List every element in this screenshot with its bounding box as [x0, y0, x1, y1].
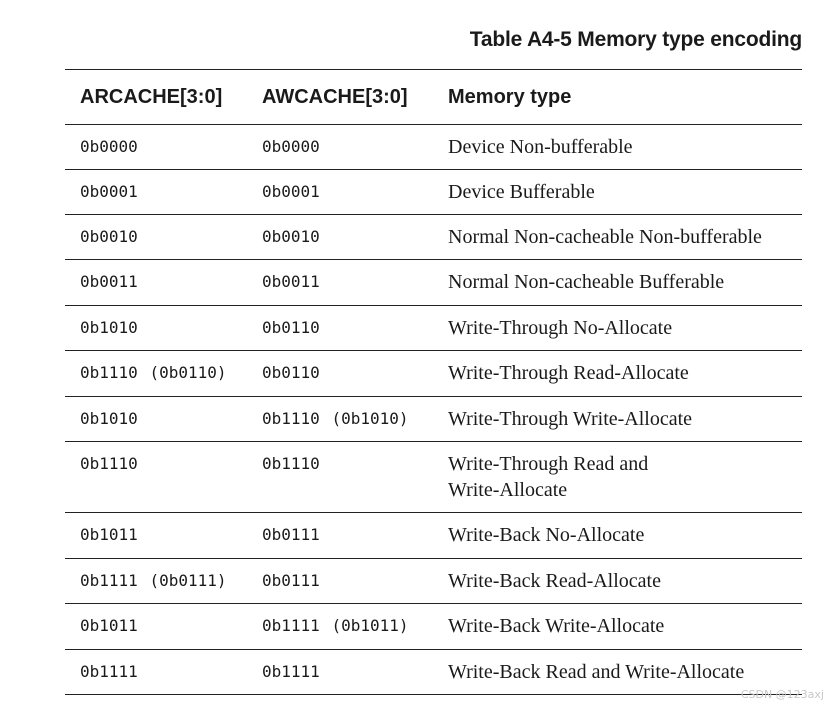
- cell-arcache-value: 0b0001: [80, 182, 138, 201]
- cell-awcache: [247, 397, 433, 442]
- cell-arcache-value: 0b1011: [80, 616, 138, 635]
- cell-awcache: [247, 306, 433, 351]
- cell-awcache-value: 0b0010: [262, 227, 320, 246]
- cell-arcache: [65, 170, 247, 215]
- cell-memory-type: Normal Non-cacheable Non-bufferable: [433, 215, 802, 260]
- cell-awcache: [247, 442, 433, 513]
- cell-awcache-value: 0b1111: [262, 616, 320, 635]
- cell-memory-type: Normal Non-cacheable Bufferable: [433, 260, 802, 306]
- cell-awcache-value: 0b1110: [262, 454, 320, 473]
- header-arcache: ARCACHE[3:0]: [65, 70, 247, 125]
- cell-awcache-alt-value: (0b1010): [331, 409, 409, 428]
- cell-awcache: [247, 513, 433, 559]
- cell-memory-type: Write-Back Write-Allocate: [433, 604, 802, 650]
- cell-memory-type: Write-Through Read and Write-Allocate: [433, 442, 802, 513]
- cell-arcache-value: 0b1011: [80, 525, 138, 544]
- table-row: [65, 170, 802, 215]
- table-row: [65, 351, 802, 397]
- cell-memory-type: Write-Through Read-Allocate: [433, 351, 802, 397]
- table-row: [65, 306, 802, 351]
- header-awcache: AWCACHE[3:0]: [247, 70, 433, 125]
- header-memory-type: Memory type: [433, 70, 802, 125]
- cell-arcache-value: 0b1110: [80, 454, 138, 473]
- cell-awcache-value: 0b1110: [262, 409, 320, 428]
- cell-arcache-value: 0b1111: [80, 571, 138, 590]
- cell-arcache-value: 0b1110: [80, 363, 138, 382]
- table-row: [65, 650, 802, 695]
- table-row: [65, 442, 802, 513]
- cell-arcache-value: 0b1010: [80, 409, 138, 428]
- cell-arcache: [65, 604, 247, 650]
- cell-arcache-value: 0b1010: [80, 318, 138, 337]
- table-caption: Table A4-5 Memory type encoding: [469, 28, 802, 51]
- table-row: [65, 604, 802, 650]
- cell-arcache-value: 0b0011: [80, 272, 138, 291]
- cell-awcache: [247, 215, 433, 260]
- table-header-row: [65, 70, 802, 125]
- table-row: [65, 513, 802, 559]
- cell-arcache: [65, 260, 247, 306]
- cell-arcache: [65, 351, 247, 397]
- cell-arcache-value: 0b0000: [80, 137, 138, 156]
- watermark: CSDN @123axj: [740, 688, 824, 701]
- cell-awcache-value: 0b0011: [262, 272, 320, 291]
- cell-awcache-value: 0b0110: [262, 318, 320, 337]
- table-row: [65, 397, 802, 442]
- cell-memory-type: Write-Back No-Allocate: [433, 513, 802, 559]
- cell-awcache-value: 0b0000: [262, 137, 320, 156]
- cell-arcache-alt-value: (0b0110): [149, 363, 227, 382]
- cell-arcache-value: 0b0010: [80, 227, 138, 246]
- cell-memory-type: Write-Back Read-Allocate: [433, 559, 802, 604]
- cell-awcache-alt-value: (0b1011): [331, 616, 409, 635]
- cell-arcache: [65, 513, 247, 559]
- table-row: [65, 559, 802, 604]
- memory-type-encoding-table: [65, 69, 802, 695]
- cell-arcache-value: 0b1111: [80, 662, 138, 681]
- cell-memory-type: Write-Back Read and Write-Allocate: [433, 650, 802, 695]
- cell-arcache: [65, 650, 247, 695]
- cell-awcache-value: 0b0110: [262, 363, 320, 382]
- cell-memory-type: Device Bufferable: [433, 170, 802, 215]
- cell-awcache: [247, 559, 433, 604]
- cell-awcache: [247, 604, 433, 650]
- cell-arcache: [65, 559, 247, 604]
- cell-awcache-value: 0b0001: [262, 182, 320, 201]
- cell-arcache: [65, 306, 247, 351]
- cell-memory-type: Write-Through No-Allocate: [433, 306, 802, 351]
- cell-awcache: [247, 650, 433, 695]
- table-row: [65, 125, 802, 170]
- cell-awcache: [247, 260, 433, 306]
- cell-awcache: [247, 170, 433, 215]
- cell-arcache: [65, 397, 247, 442]
- cell-arcache: [65, 125, 247, 170]
- cell-awcache-value: 0b1111: [262, 662, 320, 681]
- cell-awcache: [247, 351, 433, 397]
- table-row: [65, 215, 802, 260]
- cell-arcache-alt-value: (0b0111): [149, 571, 227, 590]
- cell-arcache: [65, 442, 247, 513]
- cell-memory-type: Write-Through Write-Allocate: [433, 397, 802, 442]
- cell-arcache: [65, 215, 247, 260]
- cell-awcache-value: 0b0111: [262, 571, 320, 590]
- cell-awcache: [247, 125, 433, 170]
- cell-memory-type: Device Non-bufferable: [433, 125, 802, 170]
- table-row: [65, 260, 802, 306]
- cell-awcache-value: 0b0111: [262, 525, 320, 544]
